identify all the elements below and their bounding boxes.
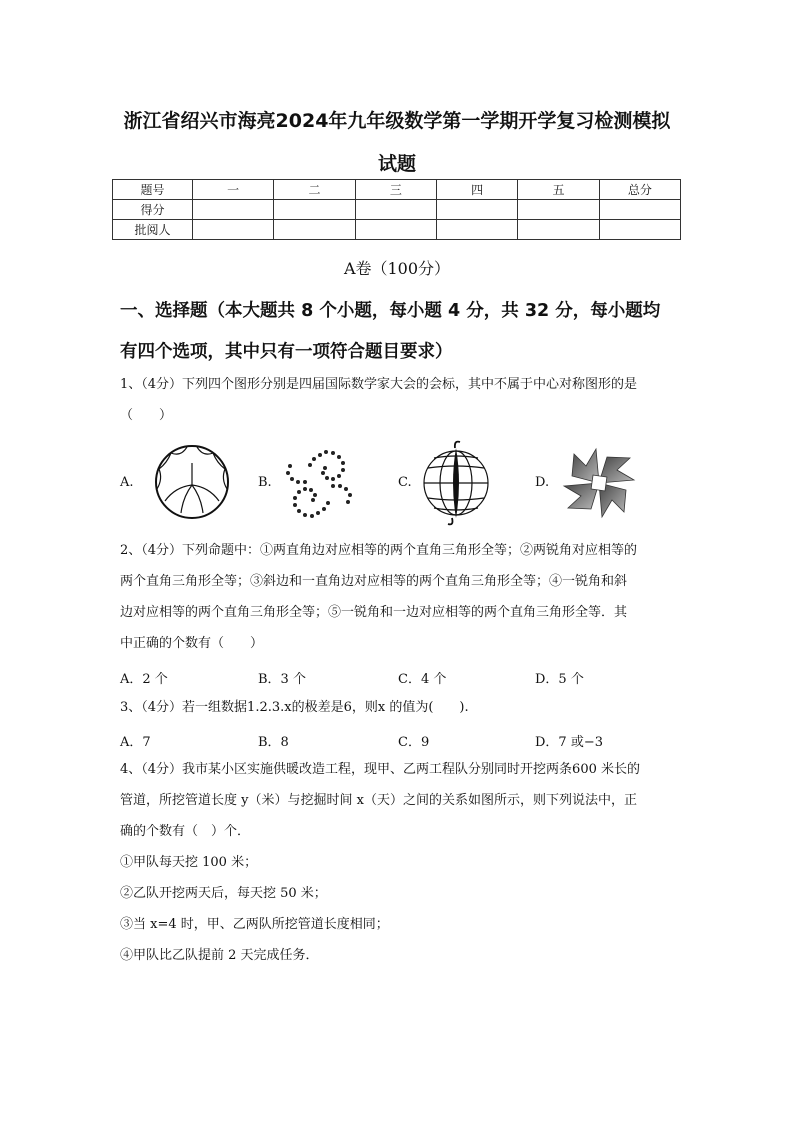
part1-heading-line2: 有四个选项，其中只有一项符合题目要求）	[120, 342, 453, 362]
q2-option-b: B．3 个	[258, 672, 306, 687]
q1-option-a-label: A.	[120, 475, 134, 490]
table-cell: 得分	[113, 200, 193, 220]
q3-text-line1: 3、（4分）若一组数据1.2.3.x的极差是6，则x 的值为( ).	[120, 700, 469, 715]
table-cell: 总分	[599, 180, 680, 200]
table-cell	[436, 200, 517, 220]
table-cell: 批阅人	[113, 220, 193, 240]
q1-figure-a	[145, 443, 239, 521]
table-cell	[599, 220, 680, 240]
score-table-row	[113, 220, 681, 240]
table-cell: 五	[518, 180, 599, 200]
q4-item-1: ①甲队每天挖 100 米；	[120, 855, 258, 870]
table-cell	[518, 200, 599, 220]
q2-text-line4: 中正确的个数有（ ）	[120, 636, 264, 651]
q1-figure-d	[560, 446, 638, 520]
score-table	[112, 179, 681, 240]
q4-text-line1: 4、（4分）我市某小区实施供暖改造工程，现甲、乙两工程队分别同时开挖两条600 米长的	[120, 762, 640, 777]
table-cell: 题号	[113, 180, 193, 200]
q3-option-a: A．7	[120, 735, 151, 750]
q2-option-d: D．5 个	[535, 672, 584, 687]
table-cell	[355, 220, 436, 240]
table-cell: 三	[355, 180, 436, 200]
q4-text-line2: 管道，所挖管道长度 y（米）与挖掘时间 x（天）之间的关系如图所示，则下列说法中，正	[120, 793, 637, 808]
q1-figure-c	[420, 438, 492, 528]
table-cell: 二	[274, 180, 355, 200]
q3-option-c: C．9	[398, 735, 430, 750]
q2-option-a: A．2 个	[120, 672, 168, 687]
q1-option-d-label: D.	[535, 475, 550, 490]
table-cell	[193, 200, 274, 220]
table-cell: 一	[193, 180, 274, 200]
q1-option-c-label: C.	[398, 475, 412, 490]
q2-text-line1: 2、（4分）下列命题中：①两直角边对应相等的两个直角三角形全等；②两锐角对应相等的	[120, 543, 638, 558]
q4-item-4: ④甲队比乙队提前 2 天完成任务．	[120, 948, 319, 963]
table-cell	[274, 220, 355, 240]
q1-option-b-label: B.	[258, 475, 272, 490]
q4-text-line3: 确的个数有（ ）个．	[120, 824, 251, 839]
section-a-heading: A卷（100分）	[343, 259, 451, 278]
q4-item-2: ②乙队开挖两天后，每天挖 50 米；	[120, 886, 327, 901]
q1-text-line2: （ ）	[120, 408, 173, 423]
q2-text-line3: 边对应相等的两个直角三角形全等；⑤一锐角和一边对应相等的两个直角三角形全等．其	[120, 605, 628, 620]
table-cell	[355, 200, 436, 220]
q2-option-c: C．4 个	[398, 672, 447, 687]
table-cell: 四	[436, 180, 517, 200]
table-cell	[436, 220, 517, 240]
q2-text-line2: 两个直角三角形全等；③斜边和一直角边对应相等的两个直角三角形全等；④一锐角和斜	[120, 574, 628, 589]
q3-option-d: D．7 或−3	[535, 735, 603, 750]
part1-heading-line1: 一、选择题（本大题共 8 个小题，每小题 4 分，共 32 分，每小题均	[120, 301, 661, 321]
score-table-header-row	[113, 180, 681, 200]
score-table-row	[113, 200, 681, 220]
q1-text-line1: 1、（4分）下列四个图形分别是四届国际数学家大会的会标，其中不属于中心对称图形的是	[120, 377, 638, 392]
q1-figure-b	[280, 446, 358, 522]
document-title-line2: 试题	[377, 153, 416, 175]
document-title-line1: 浙江省绍兴市海亮2024年九年级数学第一学期开学复习检测模拟	[123, 110, 671, 132]
table-cell	[518, 220, 599, 240]
table-cell	[599, 200, 680, 220]
q3-option-b: B．8	[258, 735, 289, 750]
table-cell	[274, 200, 355, 220]
q4-item-3: ③当 x=4 时，甲、乙两队所挖管道长度相同；	[120, 917, 389, 932]
table-cell	[193, 220, 274, 240]
